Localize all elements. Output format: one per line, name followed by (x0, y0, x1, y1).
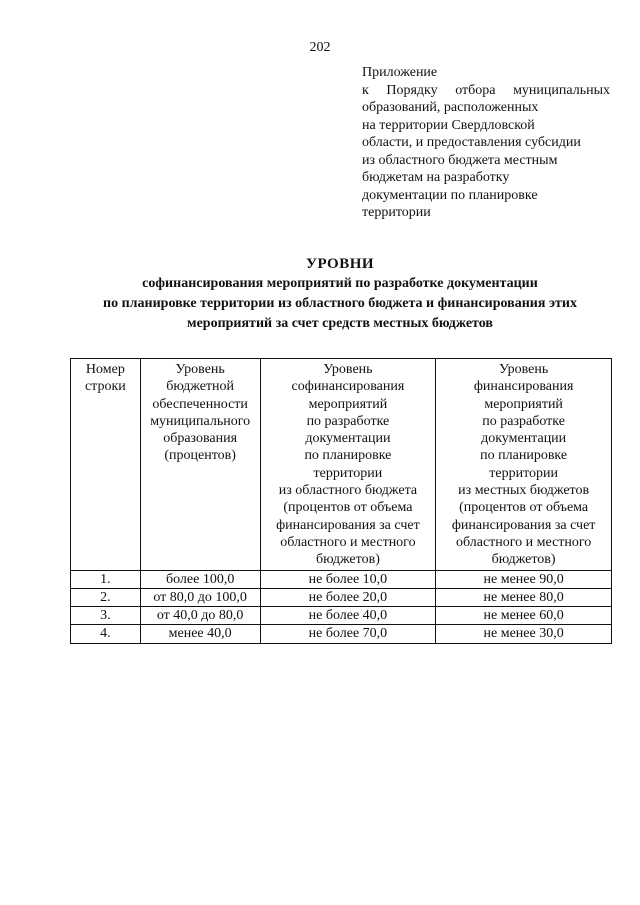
appendix-line: территории (362, 205, 431, 220)
header-line: из местных бюджетов (458, 483, 590, 499)
document-title (60, 254, 620, 334)
table-row (71, 570, 612, 588)
header-line: территории (489, 465, 558, 481)
cell-cofinancing-level: не более 10,0 (260, 570, 436, 588)
table-row (71, 625, 612, 643)
header-line: обеспеченности (152, 396, 248, 412)
header-line: (процентов от объема (459, 500, 589, 516)
header-line: по разработке (482, 413, 565, 429)
header-line: муниципального (150, 413, 251, 429)
header-row-number (71, 359, 141, 571)
title-main: УРОВНИ (305, 256, 375, 272)
appendix-note (362, 64, 610, 222)
table-row (71, 607, 612, 625)
header-line: по планировке (480, 448, 568, 464)
header-line: Уровень (498, 362, 549, 377)
appendix-line: к Порядку отбора муниципальных (362, 82, 610, 98)
title-subline: по планировке территории из областного бюджета и финансирования этих (103, 296, 577, 311)
cell-local-financing-level: не менее 30,0 (436, 625, 612, 643)
header-line: софинансирования (291, 379, 405, 395)
title-subline: мероприятий за счет средств местных бюджетов (187, 316, 493, 331)
header-line: документации (305, 431, 391, 447)
header-line: (процентов) (164, 448, 236, 464)
appendix-line: на территории Свердловской (362, 117, 535, 133)
header-line: (процентов от объема (283, 500, 413, 516)
header-line: мероприятий (308, 396, 388, 412)
cell-budget-level: менее 40,0 (140, 625, 260, 643)
title-subline: софинансирования мероприятий по разработке документации (142, 276, 538, 291)
header-line: бюджетной (166, 379, 235, 395)
cell-cofinancing-level: не более 70,0 (260, 625, 436, 643)
header-line: территории (313, 465, 383, 481)
appendix-line: образований, расположенных (362, 100, 539, 115)
appendix-line: документации по планировке (362, 187, 538, 203)
appendix-line: Приложение (362, 65, 438, 80)
header-line: финансирования (473, 379, 574, 395)
header-line: бюджетов) (315, 552, 380, 568)
header-line: финансирования за счет (276, 517, 420, 533)
header-cofinancing-level (260, 359, 436, 571)
header-line: областного и местного (280, 534, 416, 550)
cell-row-number: 2. (71, 588, 141, 606)
cell-budget-level: от 80,0 до 100,0 (140, 588, 260, 606)
cell-row-number: 4. (71, 625, 141, 643)
cell-row-number: 1. (71, 570, 141, 588)
cell-row-number: 3. (71, 607, 141, 625)
appendix-line: из областного бюджета местным (362, 152, 558, 168)
cell-local-financing-level: не менее 90,0 (436, 570, 612, 588)
header-line: строки (84, 379, 126, 395)
cell-budget-level: от 40,0 до 80,0 (140, 607, 260, 625)
header-line: по планировке (304, 448, 392, 464)
cell-cofinancing-level: не более 20,0 (260, 588, 436, 606)
page-number: 202 (309, 40, 331, 55)
header-line: по разработке (306, 413, 390, 429)
table-header-row (71, 359, 612, 571)
cell-budget-level: более 100,0 (140, 570, 260, 588)
levels-table (70, 358, 612, 644)
appendix-line: бюджетам на разработку (362, 170, 510, 185)
header-local-financing-level (436, 359, 612, 571)
header-line: из областного бюджета (278, 483, 418, 499)
cell-local-financing-level: не менее 60,0 (436, 607, 612, 625)
header-line: документации (481, 431, 567, 447)
header-line: бюджетов) (491, 552, 556, 568)
header-budget-level (140, 359, 260, 571)
table-row (71, 588, 612, 606)
cell-local-financing-level: не менее 80,0 (436, 588, 612, 606)
header-line: мероприятий (484, 396, 563, 412)
header-line: Уровень (323, 362, 373, 377)
header-line: Номер (85, 362, 125, 377)
cell-cofinancing-level: не более 40,0 (260, 607, 436, 625)
header-line: образования (163, 431, 238, 447)
header-line: финансирования за счет (451, 517, 596, 533)
header-line: областного и местного (455, 534, 592, 550)
header-line: Уровень (175, 362, 225, 377)
appendix-line: области, и предоставления субсидии (362, 135, 581, 150)
